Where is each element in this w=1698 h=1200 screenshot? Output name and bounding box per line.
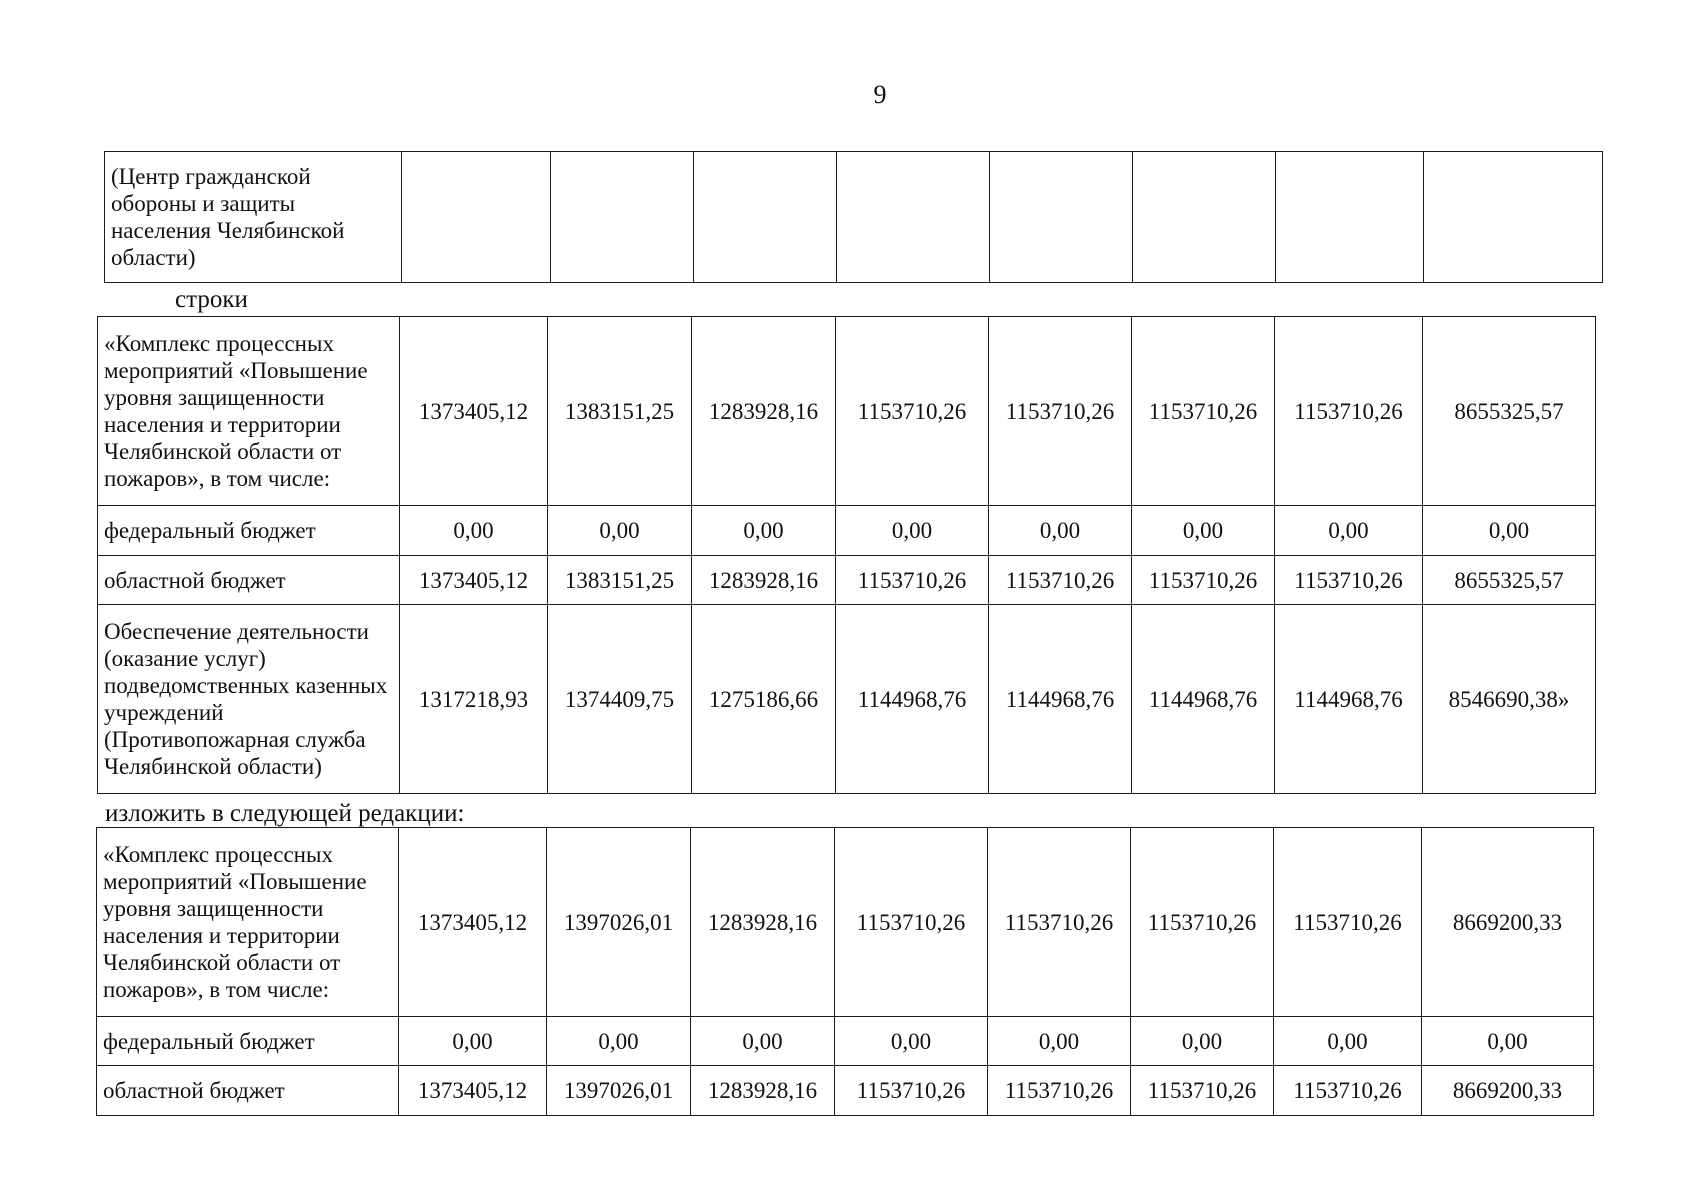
- row-label: федеральный бюджет: [97, 1017, 399, 1066]
- table-cell: 0,00: [399, 1017, 547, 1066]
- table-cell: [837, 152, 990, 283]
- table-cell: 1153710,26: [836, 317, 989, 506]
- table-cell: 0,00: [989, 506, 1132, 556]
- row-label: областной бюджет: [97, 1066, 399, 1116]
- table-cell: 1283928,16: [692, 317, 836, 506]
- table-cell: [402, 152, 551, 283]
- table-cell: 8669200,33: [1422, 1066, 1594, 1116]
- table-cell: 1373405,12: [400, 317, 548, 506]
- table-row: [98, 317, 1596, 506]
- table-cell: 0,00: [692, 506, 836, 556]
- table-cell: 8655325,57: [1423, 317, 1596, 506]
- table-cell: 1283928,16: [691, 1066, 835, 1116]
- table-continuation: [104, 151, 1603, 283]
- table-cell: 1153710,26: [988, 1066, 1131, 1116]
- table-cell: 0,00: [547, 1017, 691, 1066]
- table-cell: 0,00: [836, 506, 989, 556]
- table-cell: 1275186,66: [692, 605, 836, 794]
- table-cell: [551, 152, 694, 283]
- table-cell: 0,00: [988, 1017, 1131, 1066]
- table-cell: [1133, 152, 1276, 283]
- table-cell: 0,00: [1423, 506, 1596, 556]
- table-cell: 1373405,12: [399, 1066, 547, 1116]
- table-cell: 8655325,57: [1423, 556, 1596, 605]
- table-cell: 1153710,26: [835, 1066, 988, 1116]
- table-cell: 1153710,26: [1131, 828, 1274, 1017]
- row-label: «Комплекс процессных мероприятий «Повышение уровня защищенности населения и территории Челябинской области от пожаров», в том числе:: [97, 828, 399, 1017]
- table-cell: 0,00: [548, 506, 692, 556]
- table-cell: 1397026,01: [547, 1066, 691, 1116]
- table-cell: 1383151,25: [548, 556, 692, 605]
- table-cell: 1153710,26: [1132, 317, 1275, 506]
- table-row: [97, 828, 1594, 1017]
- note-lines: строки: [175, 286, 248, 313]
- table-cell: [990, 152, 1133, 283]
- table-cell: 1153710,26: [835, 828, 988, 1017]
- table-cell: 8546690,38»: [1423, 605, 1596, 794]
- row-label: федеральный бюджет: [98, 506, 400, 556]
- table-cell: 0,00: [1131, 1017, 1274, 1066]
- table-row: [105, 152, 1603, 283]
- table-cell: 0,00: [691, 1017, 835, 1066]
- table-cell: 0,00: [835, 1017, 988, 1066]
- table-cell: 0,00: [1422, 1017, 1594, 1066]
- table-cell: 1283928,16: [691, 828, 835, 1017]
- table-cell: 1153710,26: [988, 828, 1131, 1017]
- table-cell: 1153710,26: [1132, 556, 1275, 605]
- table-cell: 1153710,26: [1275, 317, 1423, 506]
- table-cell: 1153710,26: [836, 556, 989, 605]
- table-cell: 0,00: [400, 506, 548, 556]
- table-cell: 0,00: [1132, 506, 1275, 556]
- table-cell: 1373405,12: [400, 556, 548, 605]
- table-row: [98, 605, 1596, 794]
- table-row: [98, 556, 1596, 605]
- table-row: [98, 506, 1596, 556]
- table-cell: 1153710,26: [1274, 1066, 1422, 1116]
- row-label: (Центр гражданской обороны и защиты населения Челябинской области): [105, 152, 402, 283]
- table-cell: 1383151,25: [548, 317, 692, 506]
- table-cell: 1153710,26: [1131, 1066, 1274, 1116]
- table-cell: 0,00: [1274, 1017, 1422, 1066]
- table-cell: 8669200,33: [1422, 828, 1594, 1017]
- table-cell: 1397026,01: [547, 828, 691, 1017]
- table-cell: 1144968,76: [989, 605, 1132, 794]
- table-cell: 1283928,16: [692, 556, 836, 605]
- table-cell: 1153710,26: [1275, 556, 1423, 605]
- table-cell: 1373405,12: [399, 828, 547, 1017]
- table-cell: [1424, 152, 1603, 283]
- row-label: «Комплекс процессных мероприятий «Повышение уровня защищенности населения и территории Челябинской области от пожаров», в том числе:: [98, 317, 400, 506]
- table-row: [97, 1017, 1594, 1066]
- table-cell: [1276, 152, 1424, 283]
- page-number: 9: [873, 80, 887, 109]
- table-cell: 1144968,76: [1132, 605, 1275, 794]
- table-row: [97, 1066, 1594, 1116]
- table-cell: 1153710,26: [989, 317, 1132, 506]
- table-cell: 1144968,76: [1275, 605, 1423, 794]
- note-edit: изложить в следующей редакции:: [105, 800, 465, 827]
- table-new-version: [96, 827, 1594, 1116]
- table-cell: 1317218,93: [400, 605, 548, 794]
- table-cell: [694, 152, 837, 283]
- row-label: областной бюджет: [98, 556, 400, 605]
- table-old-version: [97, 316, 1596, 794]
- table-cell: 1153710,26: [989, 556, 1132, 605]
- row-label: Обеспечение деятельности (оказание услуг) подведомственных казенных учреждений (Противопожарная служба Челябинской области): [98, 605, 400, 794]
- table-cell: 1144968,76: [836, 605, 989, 794]
- table-cell: 1374409,75: [548, 605, 692, 794]
- table-cell: 1153710,26: [1274, 828, 1422, 1017]
- table-cell: 0,00: [1275, 506, 1423, 556]
